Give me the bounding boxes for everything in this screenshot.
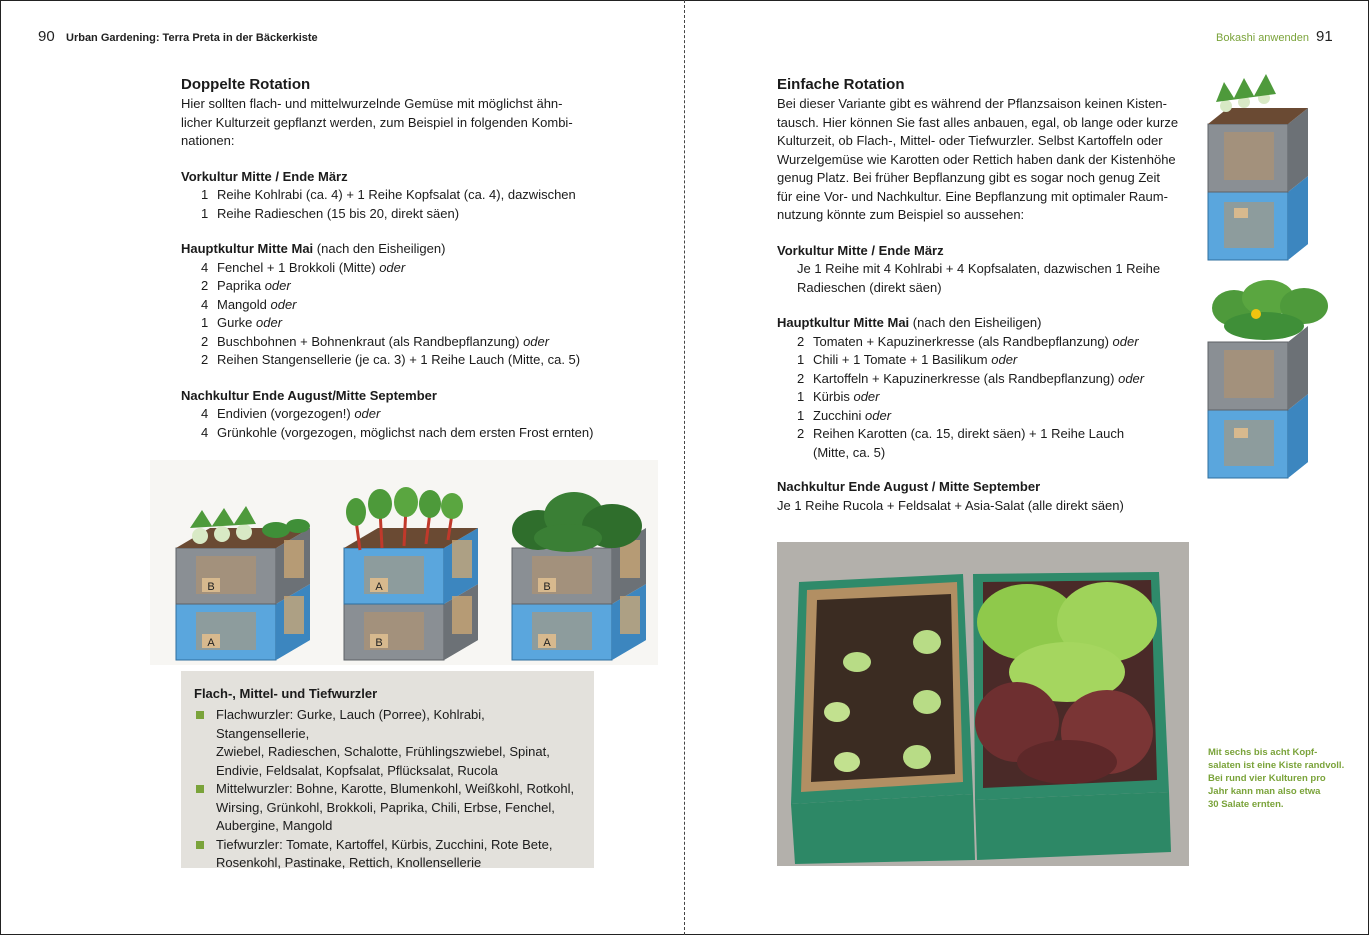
list-item: 1 Reihe Radieschen (15 bis 20, direkt säen)	[201, 205, 460, 221]
box-item-tiefwurzler: Tiefwurzler: Tomate, Kartoffel, Kürbis, Zucchini, Rote Bete, Rosenkohl, Pastinake, Rettich, Knollensellerie	[194, 836, 581, 873]
heading-einfache-rotation: Einfache Rotation	[777, 76, 905, 93]
list-item: 1 Zucchini oder	[797, 407, 892, 423]
list-item: 2 Paprika oder	[201, 278, 291, 293]
right-intro: Bei dieser Variante gibt es während der Pflanzsaison keinen Kisten- tausch. Hier können Sie fast alles anbauen, egal, ob lange oder kurze Kulturzeit, ob Flach-, Mittel- oder Tiefwurzler. Selbst Kartoffeln oder Wurzelgemüse wie Karotten oder Rettich haben dank der Kistenhöhe genug Platz. Bei früher Bepflanzung gibt es sogar noch genug Zeit für eine Vor- und Nachkultur. Eine Bepflanzung mit optimaler Raum- nutzung könnte zum Beispiel so aussehen:	[777, 96, 1179, 222]
left-intro: Hier sollten flach- und mittelwurzelnde Gemüse mit möglichst ähn- licher Kulturzeit gepflanzt werden, zum Beispiel in folgenden Kombi- nationen:	[181, 96, 573, 148]
list-item: 2 Buschbohnen + Bohnenkraut (als Randbepflanzung) oder	[201, 333, 550, 349]
left-vorkultur-title: Vorkultur Mitte / Ende März	[181, 168, 348, 184]
list-item: 4 Fenchel + 1 Brokkoli (Mitte) oder	[201, 259, 406, 275]
page-number-left: 90	[38, 28, 55, 45]
left-content	[181, 76, 651, 442]
list-item: 4 Grünkohle (vorgezogen, möglichst nach dem ersten Frost ernten)	[201, 424, 594, 440]
crate-label-b: B	[207, 581, 215, 593]
crate-rotation-illustration	[150, 460, 658, 665]
right-vorkultur-title: Vorkultur Mitte / Ende März	[777, 242, 944, 258]
photo-caption: Mit sechs bis acht Kopf- salaten ist eine Kiste randvoll. Bei rund vier Kulturen pro Jahr kann man also etwa 30 Salate ernten.	[1208, 747, 1345, 810]
crate-stack-2	[344, 487, 478, 660]
left-nachkultur-title: Nachkultur Ende August/Mitte September	[181, 387, 437, 403]
bullet-icon	[196, 711, 204, 719]
salad-crates-photo	[777, 542, 1189, 866]
list-item: 2 Reihen Karotten (ca. 15, direkt säen) + 1 Reihe Lauch	[797, 426, 1125, 441]
right-nachkultur-text: Je 1 Reihe Rucola + Feldsalat + Asia-Salat (alle direkt säen)	[777, 497, 1124, 513]
list-item: 2 Reihen Stangensellerie (je ca. 3) + 1 Reihe Lauch (Mitte, ca. 5)	[201, 352, 581, 367]
gutter-divider	[684, 0, 685, 935]
list-item-continuation: (Mitte, ca. 5)	[813, 444, 886, 460]
crate-label-b: B	[375, 637, 383, 649]
crate-kohlrabi-illustration	[1204, 68, 1348, 264]
bullet-icon	[196, 841, 204, 849]
right-hauptkultur-title: Hauptkultur Mitte Mai (nach den Eisheiligen)	[777, 315, 1042, 330]
box-item-mittelwurzler: Mittelwurzler: Bohne, Karotte, Blumenkohl, Weißkohl, Rotkohl, Wirsing, Grünkohl, Brokkoli, Paprika, Chili, Erbse, Fenchel, Aubergine, Mangold	[194, 780, 581, 836]
list-item: 4 Mangold oder	[201, 296, 297, 312]
crate-zucchini-illustration	[1204, 278, 1348, 482]
box-item-flachwurzler: Flachwurzler: Gurke, Lauch (Porree), Kohlrabi, Stangensellerie, Zwiebel, Radieschen, Schalotte, Frühlingszwiebel, Spinat, Endivie, Feldsalat, Kopfsalat, Pflücksalat, Rucola	[194, 706, 581, 780]
list-item: 1 Kürbis oder	[797, 389, 880, 404]
left-hauptkultur-list	[181, 259, 651, 370]
left-nachkultur-list	[181, 405, 651, 442]
crate-label-a: A	[543, 637, 551, 649]
crate-label-a: A	[375, 581, 383, 593]
list-item: 1 Gurke oder	[201, 315, 283, 330]
right-vorkultur-text: Je 1 Reihe mit 4 Kohlrabi + 4 Kopfsalaten, dazwischen 1 Reihe Radieschen (direkt säen)	[797, 261, 1161, 295]
crate-label-a: A	[207, 637, 215, 649]
crate-stack-3	[512, 492, 646, 660]
list-item: 4 Endivien (vorgezogen!) oder	[201, 406, 381, 421]
heading-doppelte-rotation: Doppelte Rotation	[181, 76, 311, 93]
list-item: 2 Tomaten + Kapuzinerkresse (als Randbepflanzung) oder	[797, 333, 1139, 349]
list-item: 2 Kartoffeln + Kapuzinerkresse (als Randbepflanzung) oder	[797, 370, 1145, 386]
page-number-right: 91	[1316, 28, 1333, 45]
left-vorkultur-list	[181, 186, 651, 223]
bullet-icon	[196, 785, 204, 793]
crate-label-b: B	[543, 581, 551, 593]
left-hauptkultur-title: Hauptkultur Mitte Mai (nach den Eisheiligen)	[181, 241, 446, 256]
running-head-right: Bokashi anwenden	[1216, 32, 1309, 44]
right-content	[777, 76, 1197, 515]
right-hauptkultur-list	[777, 333, 1197, 463]
list-item: 1 Chili + 1 Tomate + 1 Basilikum oder	[797, 352, 1018, 367]
running-head-left: Urban Gardening: Terra Preta in der Bäckerkiste	[66, 32, 318, 44]
crate-stack-1	[176, 506, 310, 660]
box-title: Flach-, Mittel- und Tiefwurzler	[194, 686, 378, 701]
root-types-box	[181, 671, 594, 868]
list-item: 1 Reihe Kohlrabi (ca. 4) + 1 Reihe Kopfsalat (ca. 4), dazwischen	[201, 187, 576, 202]
right-nachkultur-title: Nachkultur Ende August / Mitte September	[777, 479, 1041, 494]
